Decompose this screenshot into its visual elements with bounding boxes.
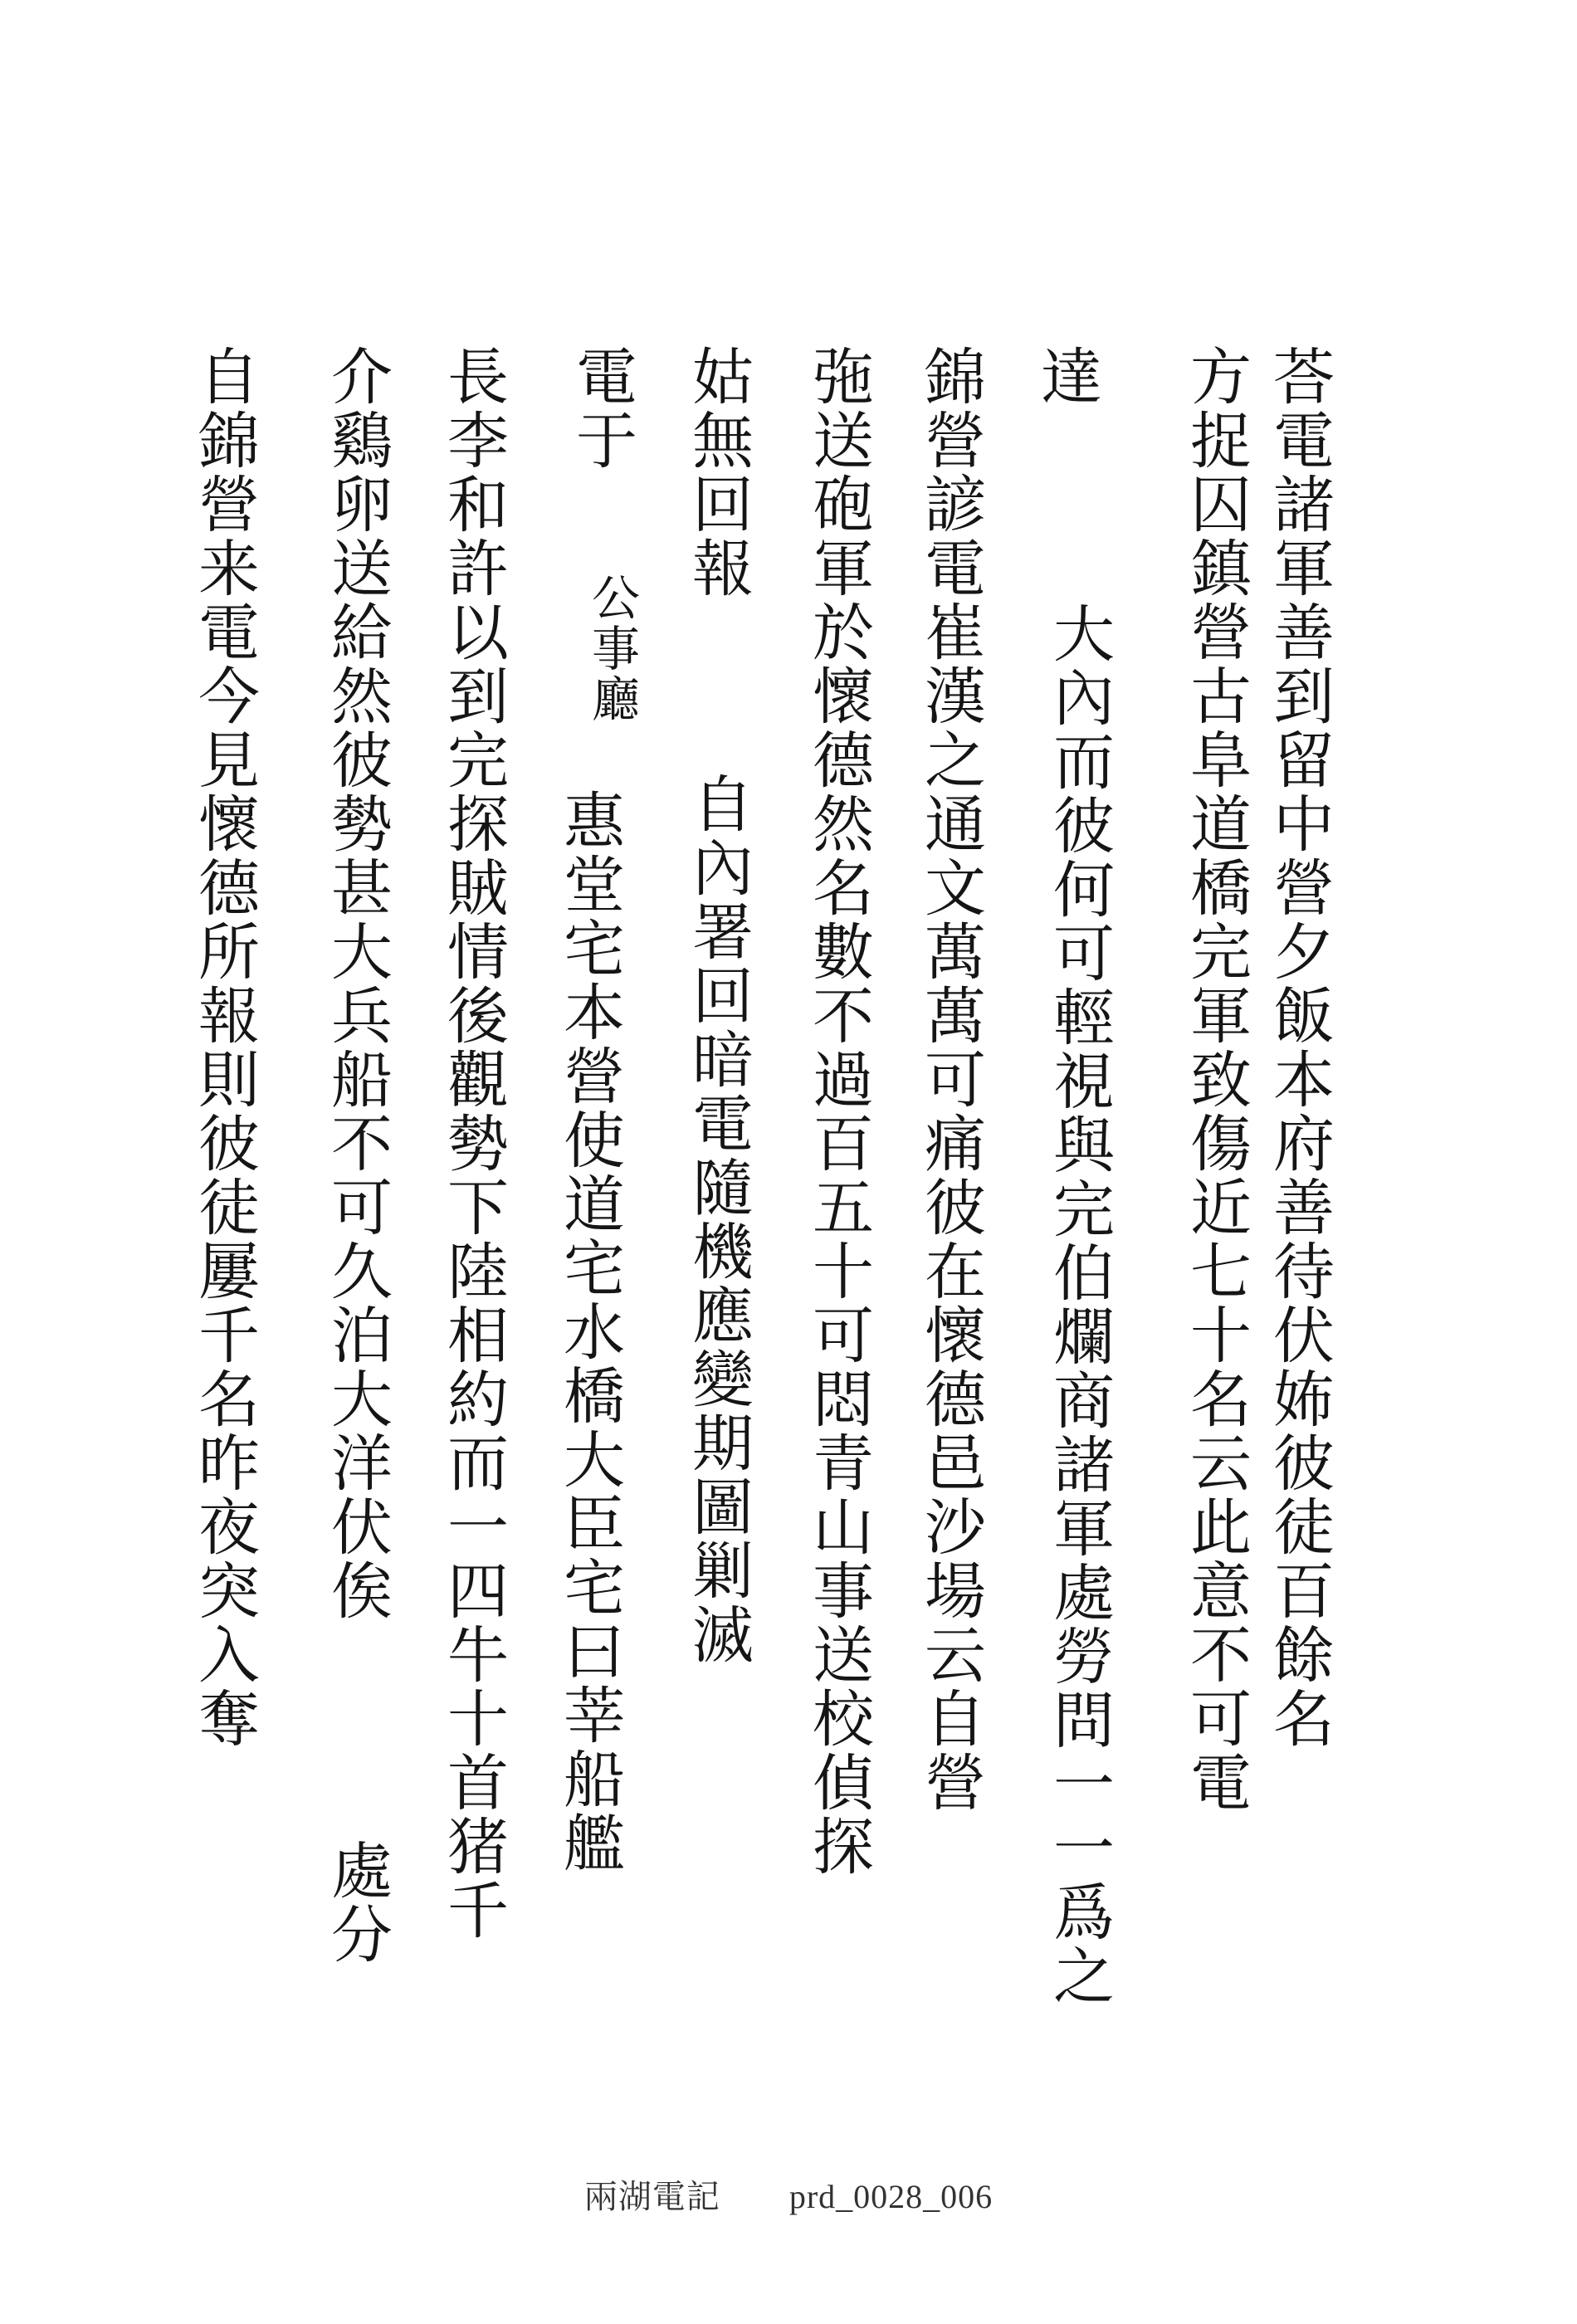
- text-column-7: 姑無回報: [682, 344, 754, 600]
- page-id: prd_0028_006: [788, 2178, 994, 2215]
- text-column-6: 㢮送砲軍於懷德然名數不過百五十可悶青山事送校偵探: [803, 344, 874, 1878]
- text-column-4: 大內而彼何可輕視與完伯爛商諸軍處勞問一一爲之: [1043, 602, 1115, 2008]
- page-footer: [0, 2170, 1577, 2218]
- text-column-13: 介鷄卵送給然彼勢甚大兵船不可久泊大洋伏俟: [321, 344, 393, 1623]
- text-column-12: 長李和許以到完探賊情後觀勢下陸相約而一四牛十首猪千: [437, 344, 509, 1942]
- text-column-8: 自內署回暗電隨機應變期圖剿滅: [682, 772, 754, 1667]
- text-column-2: 方捉囚鎮營古阜道橋完軍致傷近七十名云此意不可電: [1180, 344, 1252, 1814]
- text-column-11: 惠堂宅本營使道宅水橋大臣宅曰莘船艦: [554, 788, 625, 1875]
- text-column-3: 達: [1031, 344, 1102, 408]
- text-column-15: 自錦營来電今見懷德所報則彼徒屢千名昨夜突入奪: [188, 344, 260, 1750]
- text-column-5: 錦營諺電崔漢之通文萬萬可痛彼在懷德邑沙場云自營: [915, 344, 986, 1814]
- text-column-9: 電于: [566, 344, 637, 472]
- book-title: 兩湖電記: [583, 2178, 720, 2215]
- text-column-14: 處分: [321, 1838, 393, 1966]
- text-column-10: 公事廳: [583, 573, 640, 725]
- text-column-1: 荅電諸軍善到留中營夕飯本府善待伏㚴彼徒百餘名: [1263, 344, 1335, 1750]
